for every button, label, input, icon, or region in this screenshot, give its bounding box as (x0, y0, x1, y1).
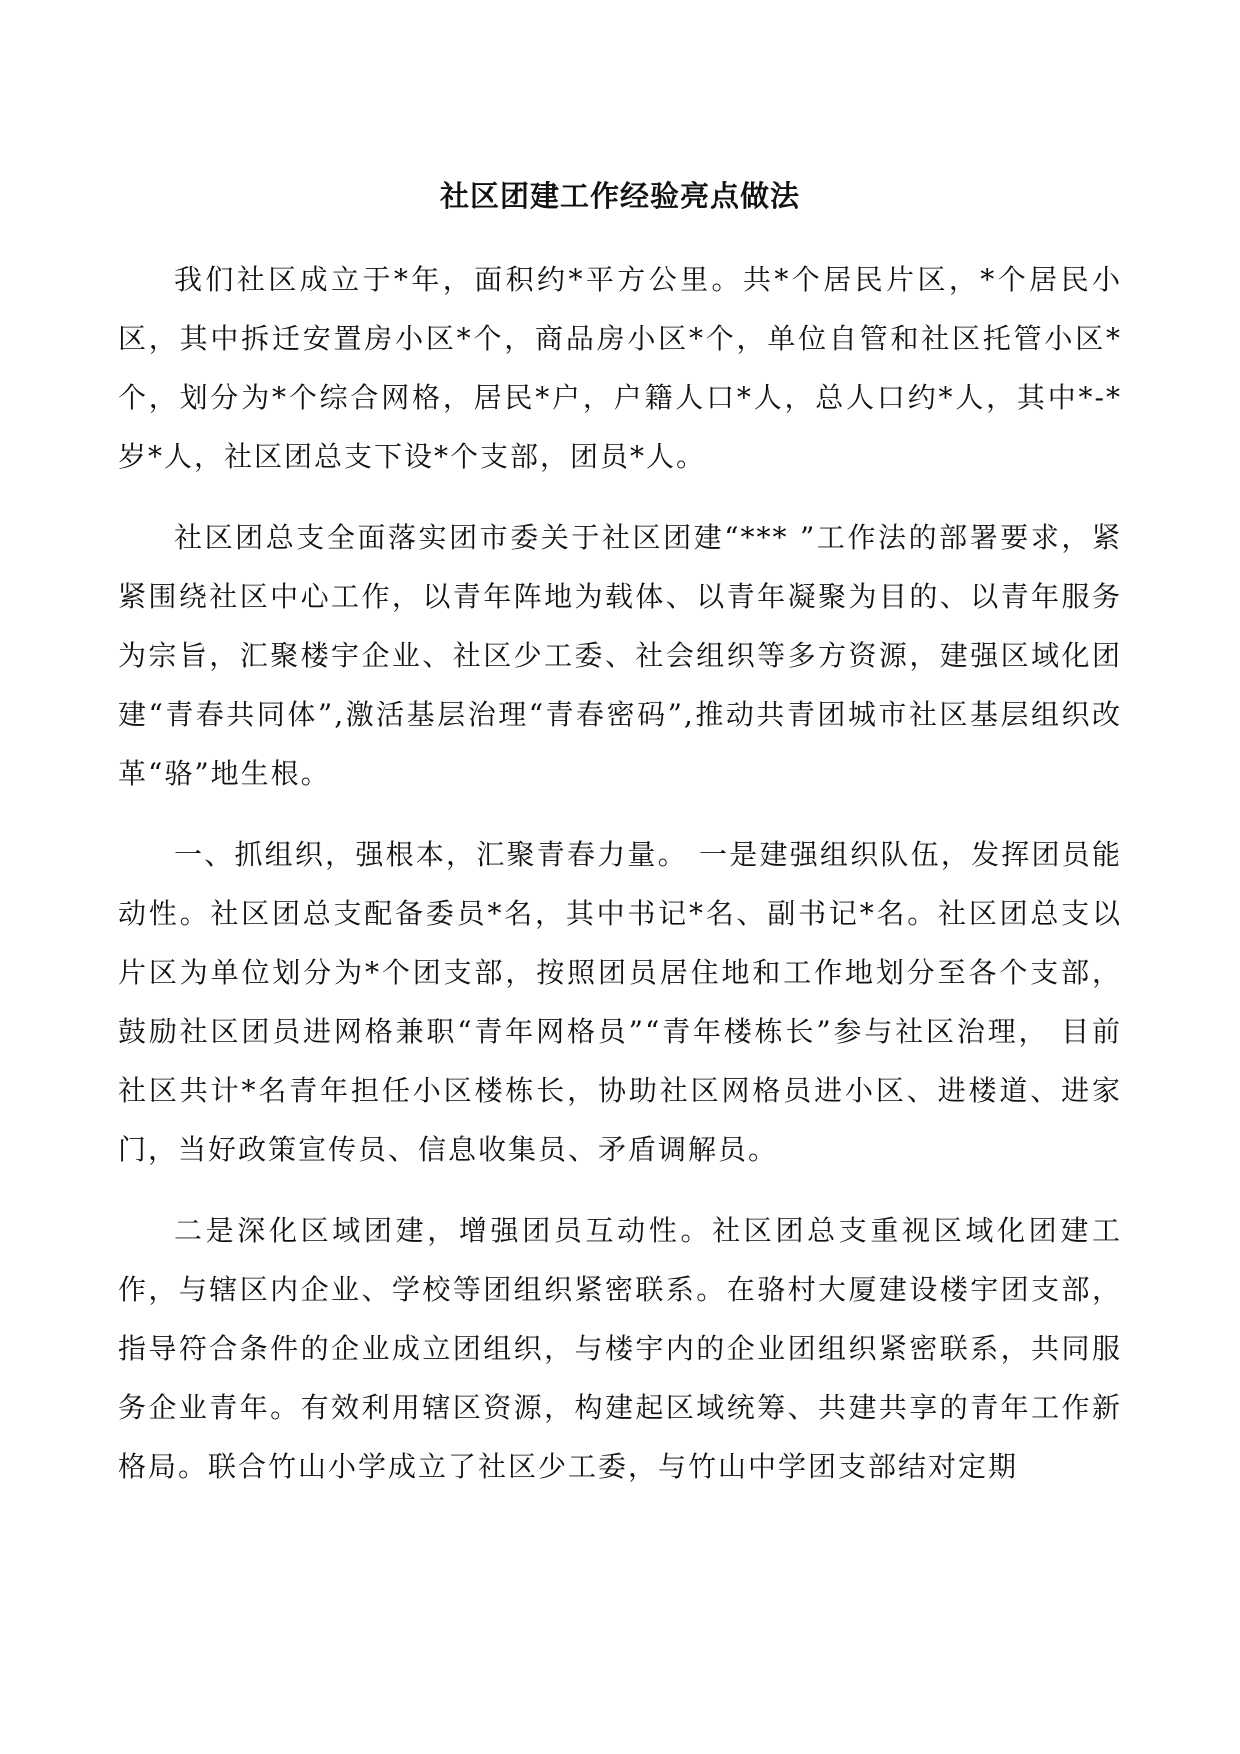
paragraph-intro: 我们社区成立于*年，面积约*平方公里。共*个居民片区，*个居民小区，其中拆迁安置房小区*个，商品房小区*个，单位自管和社区托管小区*个，划分为*个综合网格，居民*户，户籍人口*人，总人口约*人，其中*-*岁*人，社区团总支下设*个支部，团员*人。 (118, 263, 1122, 473)
paragraph-section-1: 一、抓组织，强根本，汇聚青春力量。 一是建强组织队伍，发挥团员能动性。社区团总支配备委员*名，其中书记*名、副书记*名。社区团总支以片区为单位划分为*个团支部，按照团员居住地和工作地划分至各个支部，鼓励社区团员进网格兼职“青年网格员”“青年楼栋长”参与社区治理， 目前社区共计*名青年担任小区楼栋长，协助社区网格员进小区、进楼道、进家门，当好政策宣传员、信息收集员、矛盾调解员。 (118, 838, 1122, 1166)
paragraph-section-1-part-2: 二是深化区域团建，增强团员互动性。社区团总支重视区域化团建工作，与辖区内企业、学校等团组织紧密联系。在骆村大厦建设楼宇团支部，指导符合条件的企业成立团组织，与楼宇内的企业团组织紧密联系，共同服务企业青年。有效利用辖区资源，构建起区域统筹、共建共享的青年工作新格局。联合竹山小学成立了社区少工委，与竹山中学团支部结对定期 (118, 1214, 1122, 1483)
document-body (118, 250, 1122, 1518)
paragraph-overview: 社区团总支全面落实团市委关于社区团建“*** ”工作法的部署要求，紧紧围绕社区中心工作，以青年阵地为载体、以青年凝聚为目的、以青年服务为宗旨，汇聚楼宇企业、社区少工委、社会组织等多方资源，建强区域化团建“青春共同体”,激活基层治理“青春密码”,推动共青团城市社区基层组织改革“骆”地生根。 (118, 521, 1122, 790)
document-title: 社区团建工作经验亮点做法 (439, 179, 800, 213)
